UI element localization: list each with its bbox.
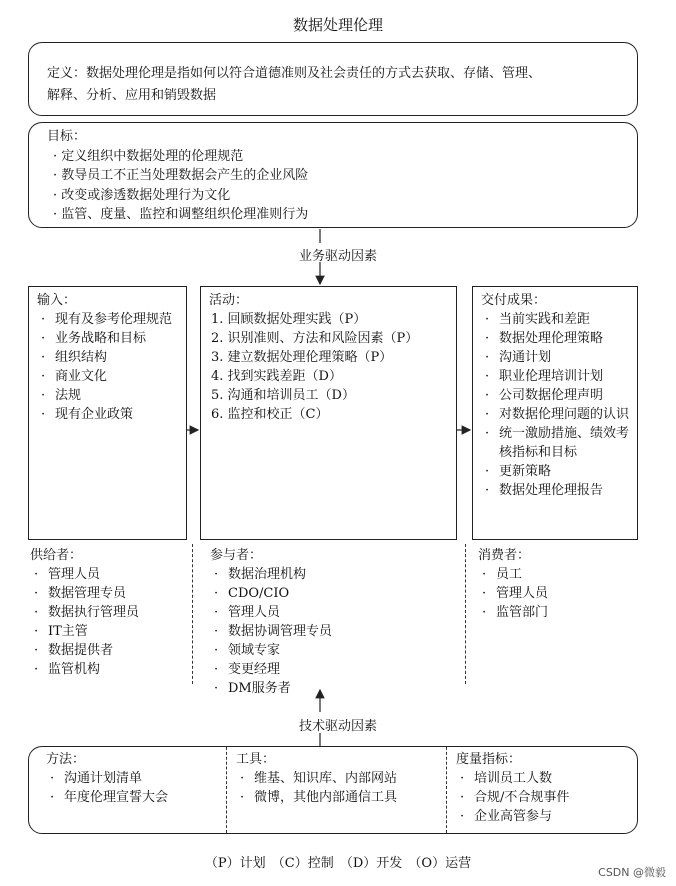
supplier-item: · 监管机构: [30, 660, 190, 679]
participant-item: · CDO/CIO: [210, 584, 470, 603]
tools-header: 工具：: [236, 752, 276, 767]
tech-drivers-label: 技术驱动因素: [298, 719, 377, 734]
input-item: · 法规: [37, 386, 178, 405]
metric-item: · 企业高管参与: [456, 807, 626, 826]
activity-item: 5. 沟通和培训员工（D）: [211, 388, 355, 403]
methods-header: 方法：: [46, 752, 86, 767]
goal-item: · 定义组织中数据处理的伦理规范: [53, 148, 244, 164]
participant-item: · 领域专家: [210, 641, 470, 660]
input-item: · 商业文化: [37, 367, 178, 386]
supplier-item: · 数据管理专员: [30, 584, 190, 603]
deliverable-item: · 对数据伦理问题的认识: [481, 405, 629, 424]
deliverable-item: · 数据处理伦理策略: [481, 329, 629, 348]
consumer-item: · 员工: [478, 565, 638, 584]
watermark-credit: CSDN @微毅: [598, 866, 666, 879]
supplier-item: · 管理人员: [30, 565, 190, 584]
consumers-header: 消费者：: [478, 548, 531, 563]
tool-item: · 微博，其他内部通信工具: [236, 788, 446, 807]
input-item: · 现有企业政策: [37, 405, 178, 424]
input-item: · 组织结构: [37, 348, 178, 367]
business-drivers-label: 业务驱动因素: [298, 249, 377, 264]
deliverable-item: · 当前实践和差距: [481, 310, 629, 329]
participant-item: · 变更经理: [210, 660, 470, 679]
deliverables-header: 交付成果：: [481, 293, 547, 308]
goal-item: · 监管、度量、监控和调整组织伦理准则行为: [53, 207, 309, 222]
tool-item: · 维基、知识库、内部网站: [236, 769, 446, 788]
consumer-item: · 管理人员: [478, 584, 638, 603]
participants-header: 参与者：: [210, 548, 263, 563]
consumer-item: · 监管部门: [478, 603, 638, 622]
deliverable-item: · 更新策略: [481, 462, 629, 481]
method-item: · 年度伦理宣誓大会: [46, 788, 226, 807]
activity-item: 3. 建立数据处理伦理策略（P）: [211, 350, 393, 365]
participant-item: · DM服务者: [210, 679, 470, 698]
supplier-item: · 数据提供者: [30, 641, 190, 660]
definition-line-1: 定义：数据处理伦理是指如何以符合道德准则及社会责任的方式去获取、存储、管理、: [47, 66, 542, 81]
activity-item: 2. 识别准则、方法和风险因素（P）: [211, 331, 419, 346]
goal-item: · 改变或渗透数据处理行为文化: [53, 187, 231, 203]
legend: （P）计划 （C）控制 （D）开发 （O）运营: [204, 856, 472, 871]
goal-item: · 教导员工不正当处理数据会产生的企业风险: [53, 168, 309, 183]
participant-item: · 管理人员: [210, 603, 470, 622]
deliverable-item: · 数据处理伦理报告: [481, 481, 629, 500]
supplier-item: · IT主管: [30, 622, 190, 641]
input-item: · 业务战略和目标: [37, 329, 178, 348]
activity-item: 6. 监控和校正（C）: [211, 407, 329, 422]
input-item: · 现有及参考伦理规范: [37, 310, 178, 329]
deliverable-item: · 沟通计划: [481, 348, 629, 367]
metrics-header: 度量指标：: [456, 752, 522, 767]
metric-item: · 培训员工人数: [456, 769, 626, 788]
deliverable-item: · 职业伦理培训计划: [481, 367, 629, 386]
method-item: · 沟通计划清单: [46, 769, 226, 788]
deliverable-item: · 公司数据伦理声明: [481, 386, 629, 405]
supplier-item: · 数据执行管理员: [30, 603, 190, 622]
suppliers-header: 供给者：: [30, 548, 83, 563]
diagram-title: 数据处理伦理: [292, 16, 383, 34]
deliverable-item: · 统一激励措施、绩效考核指标和目标: [481, 424, 629, 462]
activity-item: 1. 回顾数据处理实践（P）: [211, 312, 367, 327]
activity-item: 4. 找到实践差距（D）: [211, 369, 342, 384]
definition-line-2: 解释、分析、应用和销毁数据: [47, 88, 217, 103]
activities-header: 活动：: [209, 293, 249, 308]
participant-item: · 数据治理机构: [210, 565, 470, 584]
metric-item: · 合规/不合规事件: [456, 788, 626, 807]
inputs-header: 输入：: [37, 293, 77, 308]
goals-header: 目标：: [47, 129, 87, 144]
participant-item: · 数据协调管理专员: [210, 622, 470, 641]
